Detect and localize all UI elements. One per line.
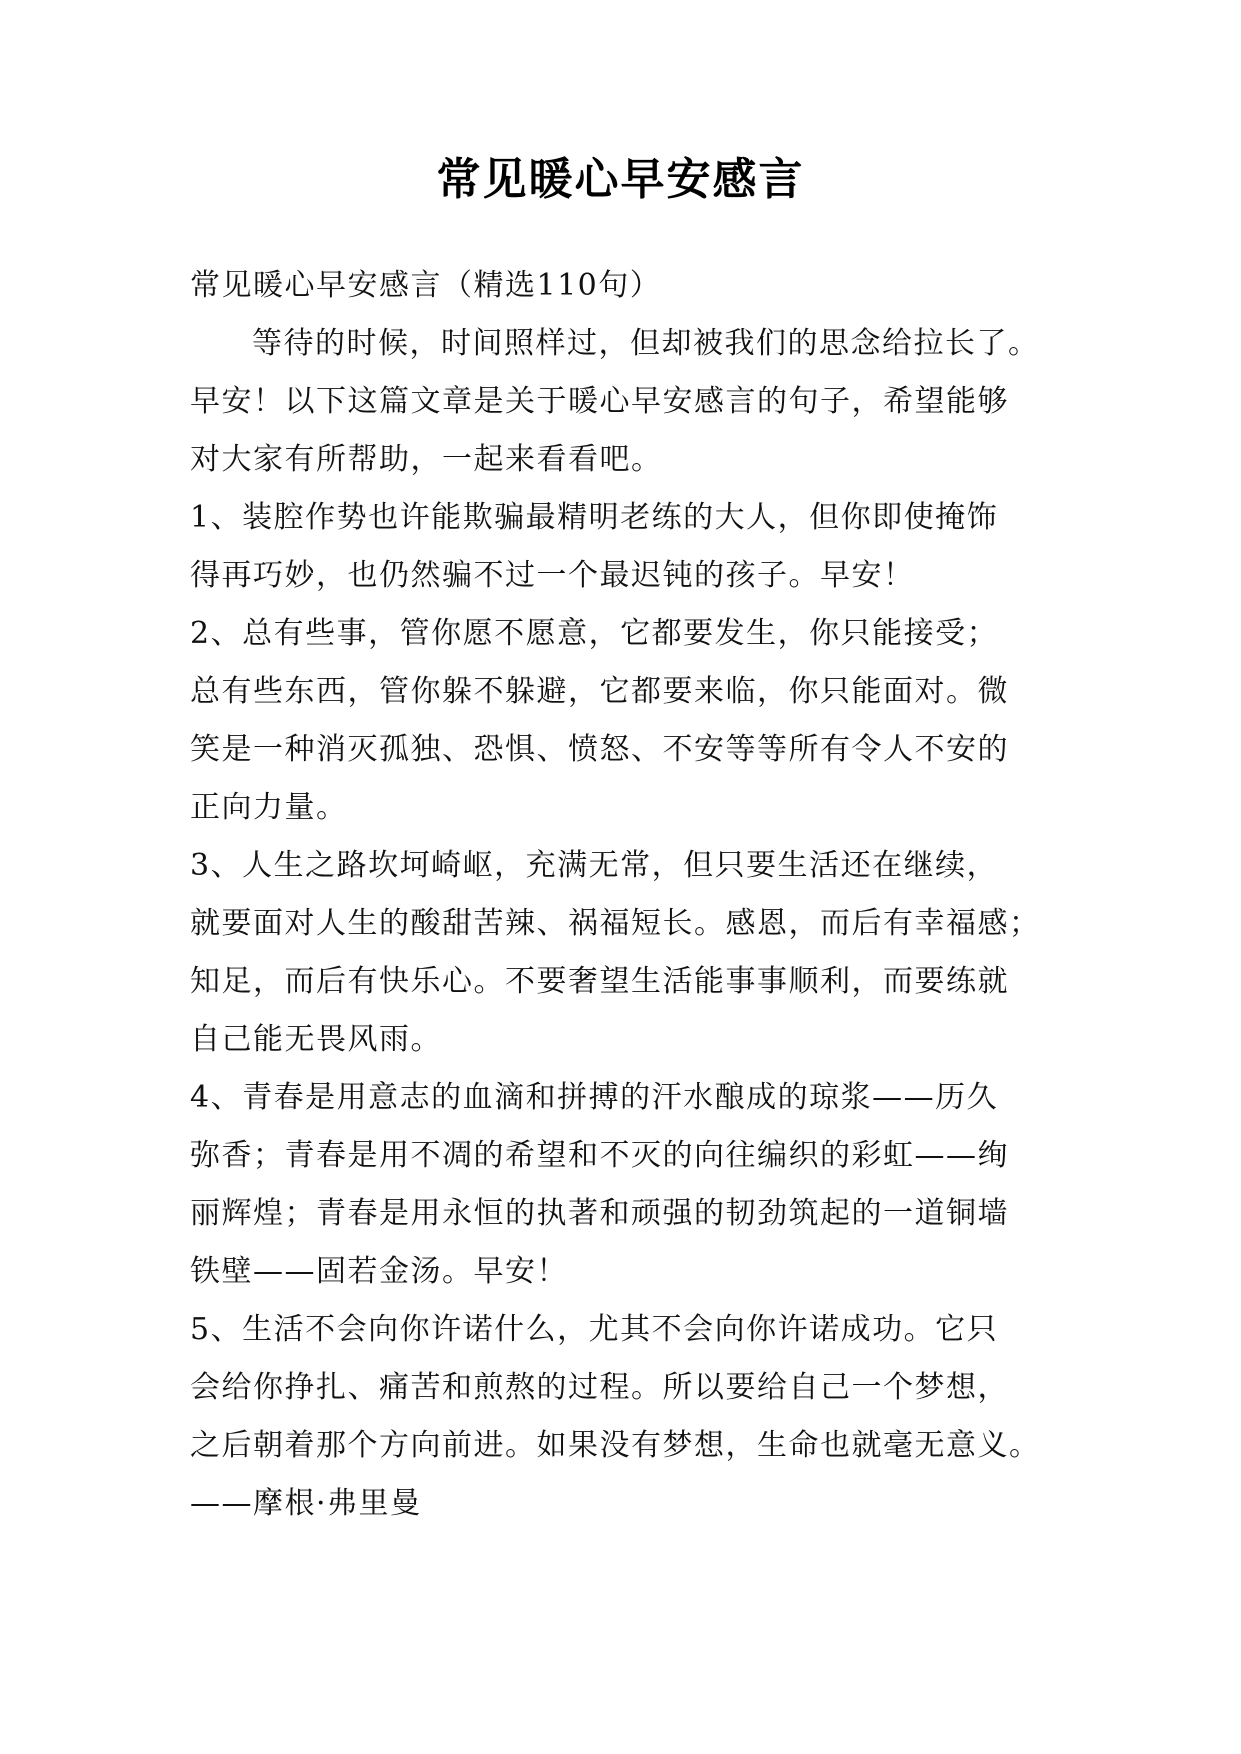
quote-4-line: 丽辉煌；青春是用永恒的执著和顽强的韧劲筑起的一道铜墙 [190, 1196, 1009, 1231]
quote-1-line: 1、装腔作势也许能欺骗最精明老练的大人，但你即使掩饰 [190, 500, 999, 535]
quote-3-line: 3、人生之路坎坷崎岖，充满无常，但只要生活还在继续， [190, 848, 999, 883]
subtitle-line: 常见暖心早安感言（精选110句） [190, 268, 662, 303]
quote-5-line: 会给你挣扎、痛苦和煎熬的过程。所以要给自己一个梦想， [190, 1370, 1009, 1405]
quote-5-attribution: ——摩根·弗里曼 [190, 1486, 422, 1521]
intro-line: 等待的时候，时间照样过，但却被我们的思念给拉长了。 [252, 326, 1040, 361]
document-body [190, 257, 1052, 1533]
quote-3-line: 自己能无畏风雨。 [190, 1022, 442, 1057]
quote-4-line: 4、青春是用意志的血滴和拼搏的汗水酿成的琼浆——历久 [190, 1080, 999, 1115]
quote-5-line: 5、生活不会向你许诺什么，尤其不会向你许诺成功。它只 [190, 1312, 999, 1347]
quote-1-line: 得再巧妙，也仍然骗不过一个最迟钝的孩子。早安！ [190, 558, 915, 593]
quote-2-line: 正向力量。 [190, 790, 348, 825]
intro-line: 对大家有所帮助，一起来看看吧。 [190, 442, 663, 477]
intro-line: 早安！以下这篇文章是关于暖心早安感言的句子，希望能够 [190, 384, 1009, 419]
quote-5-line: 之后朝着那个方向前进。如果没有梦想，生命也就毫无意义。 [190, 1428, 1041, 1463]
quote-3-line: 就要面对人生的酸甜苦辣、祸福短长。感恩，而后有幸福感； [190, 906, 1041, 941]
quote-2-line: 总有些东西，管你躲不躲避，它都要来临，你只能面对。微 [190, 674, 1009, 709]
document-title: 常见暖心早安感言 [436, 154, 805, 205]
quote-4-line: 弥香；青春是用不凋的希望和不灭的向往编织的彩虹——绚 [190, 1138, 1009, 1173]
quote-2-line: 笑是一种消灭孤独、恐惧、愤怒、不安等等所有令人不安的 [190, 732, 1009, 767]
quote-2-line: 2、总有些事，管你愿不愿意，它都要发生，你只能接受； [190, 616, 999, 651]
quote-3-line: 知足，而后有快乐心。不要奢望生活能事事顺利，而要练就 [190, 964, 1009, 999]
quote-4-line: 铁壁——固若金汤。早安！ [190, 1254, 568, 1289]
